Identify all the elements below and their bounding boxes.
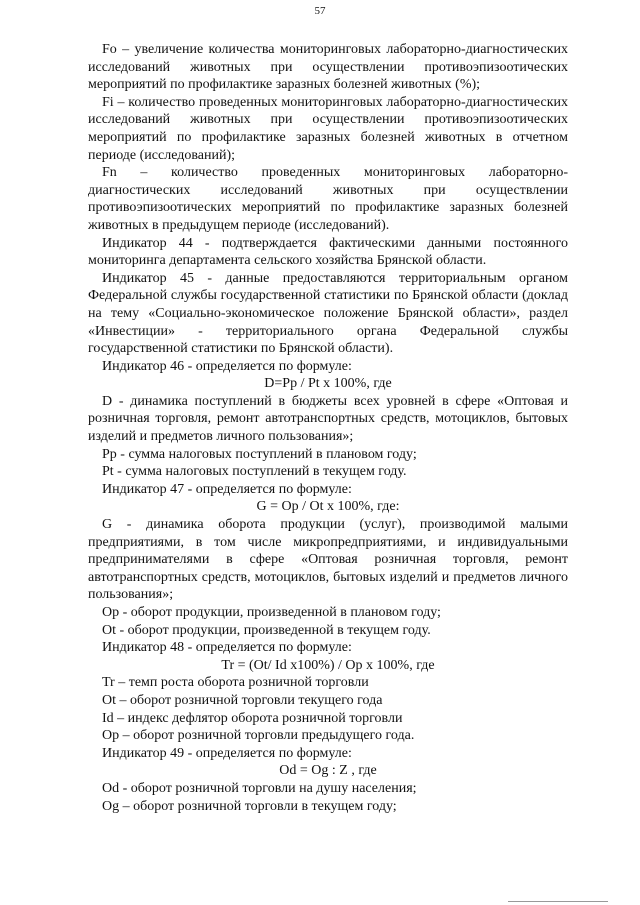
footer-divider	[508, 901, 608, 902]
paragraph: Индикатор 49 - определяется по формуле:	[102, 745, 352, 761]
page-number: 57	[314, 5, 326, 17]
paragraph: Fo – увеличение количества мониторинговых лабораторно-диагностических исследований животных при осуществлении противоэпизоотических мероприятий по профилактике заразных болезней животных (%);	[88, 42, 568, 93]
formula: G = Op / Ot x 100%, где:	[256, 499, 400, 515]
paragraph: Op - оборот продукции, произведенной в плановом году;	[102, 605, 441, 620]
paragraph: D - динамика поступлений в бюджеты всех уровней в сфере «Оптовая и розничная торговля, ремонт автотранспортных средств, мотоциклов, бытовых изделий и предметов личного пользования»;	[88, 393, 568, 445]
paragraph: Tr – темп роста оборота розничной торговли	[102, 675, 369, 691]
formula: Od = Og : Z , где	[279, 763, 377, 779]
paragraph: G - динамика оборота продукции (услуг), производимой малыми предприятиями, в том числе микропредприятиями, и индивидуальными предпринимателями в сфере «Оптовая розничная торговля, ремонт автотранспортных средств, мотоциклов, бытовых изделий и предметов личного пользования»;	[88, 517, 568, 603]
paragraph: Индикатор 46 - определяется по формуле:	[102, 358, 352, 374]
paragraph: Pp - сумма налоговых поступлений в плановом году;	[102, 446, 417, 462]
paragraph: Pt - сумма налоговых поступлений в текущем году.	[102, 464, 407, 480]
paragraph: Индикатор 47 - определяется по формуле:	[102, 481, 352, 497]
formula: Tr = (Ot/ Id x100%) / Op x 100%, где	[221, 657, 435, 673]
paragraph: Id – индекс дефлятор оборота розничной торговли	[102, 710, 403, 726]
paragraph: Ot – оборот розничной торговли текущего года	[102, 692, 383, 708]
paragraph: Индикатор 48 - определяется по формуле:	[102, 640, 352, 656]
paragraph: Индикатор 44 - подтверждается фактическими данными постоянного мониторинга департамента сельского хозяйства Брянской области.	[88, 235, 568, 269]
paragraph: Fn – количество проведенных мониторинговых лабораторно-диагностических исследований животных при осуществлении противоэпизоотических мероприятий по профилактике заразных болезней животных в предыдущем периоде (исследований).	[88, 165, 568, 233]
formula: D=Pp / Pt x 100%, где	[264, 376, 392, 392]
paragraph: Op – оборот розничной торговли предыдущего года.	[102, 728, 415, 744]
paragraph: Fi – количество проведенных мониторинговых лабораторно-диагностических исследований животных при осуществлении противоэпизоотических мероприятий по профилактике заразных болезней животных в отчетном периоде (исследований);	[88, 94, 568, 163]
paragraph: Od - оборот розничной торговли на душу населения;	[102, 780, 417, 796]
document-body	[88, 41, 568, 815]
paragraph: Og – оборот розничной торговли в текущем году;	[102, 798, 397, 814]
paragraph: Ot - оборот продукции, произведенной в текущем году.	[102, 622, 431, 638]
paragraph: Индикатор 45 - данные предоставляются территориальным органом Федеральной службы государственной статистики по Брянской области (доклад на тему «Социально-экономическое положение Брянской области», раздел «Инвестиции» - территориального органа Федеральной службы государственной статистики по Брянской области).	[88, 270, 568, 357]
